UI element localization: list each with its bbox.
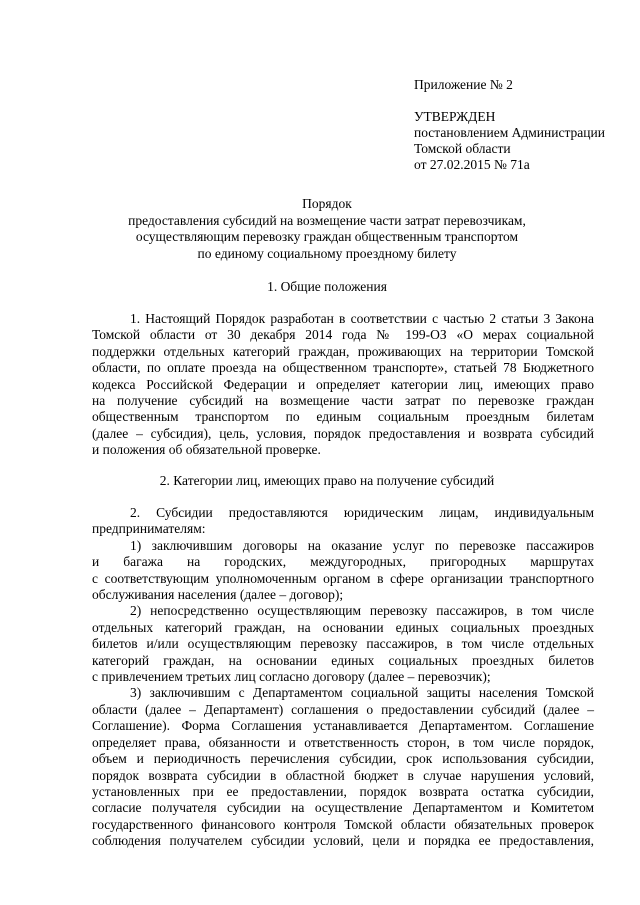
text-line: области, по оплате проезда на общественном транспорте», статьей 78 Бюджетного (92, 360, 594, 376)
text-line: билетов и/или осуществляющим перевозку пассажиров, в том числе отдельных (92, 636, 594, 652)
text-line: порядок возврата субсидии в областной бюджет в случае нарушения условий, (92, 767, 594, 783)
text-line: объем и периодичность перечисления субсидии, срок использования субсидии, (92, 751, 594, 767)
text-line: и положения об обязательной проверке. (92, 442, 321, 458)
title-line: предоставления субсидий на возмещение части затрат перевозчикам, (128, 212, 526, 228)
approval-block (414, 77, 605, 173)
text-line: государственного финансового контроля Томской области обязательных проверок (92, 816, 594, 832)
text-line: области (далее – Департамент) соглашения о предоставлении субсидий (далее – (92, 701, 594, 717)
appendix-label: Приложение № 2 (414, 77, 513, 92)
text-line: установленных при ее предоставлении, порядок возврата остатка субсидии, (92, 783, 594, 799)
text-line: предпринимателям: (92, 521, 206, 537)
text-line: отдельных категорий граждан, на основании единых социальных проездных (92, 619, 594, 635)
text-line: (далее – субсидия), цель, условия, порядок предоставления и возврата субсидий (92, 425, 594, 441)
text-line: 1) заключившим договоры на оказание услуг по перевозке пассажиров (130, 537, 594, 553)
text-line: определяет права, обязанности и ответственность сторон, в том числе порядок, (92, 734, 594, 750)
text-line: 2) непосредственно осуществляющим перевозку пассажиров, в том числе (130, 603, 594, 619)
text-line: обслуживания населения (далее – договор); (92, 587, 344, 603)
text-line: с привлечением третьих лиц согласно договору (далее – перевозчик); (92, 669, 491, 685)
text-line: Томской области от 30 декабря 2014 года № 199-ОЗ «О мерах социальной (92, 327, 594, 343)
text-line: поддержки отдельных категорий граждан, проживающих на территории Томской (92, 343, 594, 359)
text-line: 3) заключившим с Департаментом социальной защиты населения Томской (130, 685, 594, 701)
document-title (92, 196, 562, 262)
text-line: с соответствующим уполномоченным органом в сфере организации транспортного (92, 570, 594, 586)
section-1-paragraph (92, 311, 594, 459)
title-line: осуществляющим перевозку граждан общественным транспортом (135, 229, 519, 244)
approval-line: постановлением Администрации (414, 125, 605, 140)
section-1-heading: 1. Общие положения (267, 279, 387, 294)
text-line: согласие получателя субсидии на осуществление Департаментом и Комитетом (92, 800, 594, 816)
title-line: по единому социальному проездному билету (197, 245, 457, 261)
approval-date: от 27.02.2015 № 71а (414, 157, 530, 172)
text-line: общественным транспортом по единым социальным проездным билетам (92, 409, 594, 425)
text-line: 2. Субсидии предоставляются юридическим лицам, индивидуальным (130, 505, 594, 520)
text-line: на получение субсидий на возмещение части затрат по перевозке граждан (92, 393, 594, 409)
title-line: Порядок (302, 196, 352, 211)
approved-label: УТВЕРЖДЕН (414, 109, 496, 124)
text-line: категорий граждан, на основании единых социальных проездных билетов (92, 652, 594, 668)
section-2-body (92, 505, 594, 850)
section-2-heading: 2. Категории лиц, имеющих право на получение субсидий (159, 473, 495, 488)
text-line: Соглашение). Форма Соглашения устанавливается Департаментом. Соглашение (92, 718, 594, 734)
text-line: соблюдения получателем субсидии условий, цели и порядка ее предоставления, (92, 833, 594, 849)
text-line: 1. Настоящий Порядок разработан в соответствии с частью 2 статьи 3 Закона (130, 311, 594, 326)
text-line: и багажа на городских, междугородных, пригородных маршрутах (92, 554, 594, 570)
approval-line: Томской области (414, 141, 511, 156)
text-line: кодекса Российской Федерации и определяет категории лиц, имеющих право (92, 376, 594, 392)
